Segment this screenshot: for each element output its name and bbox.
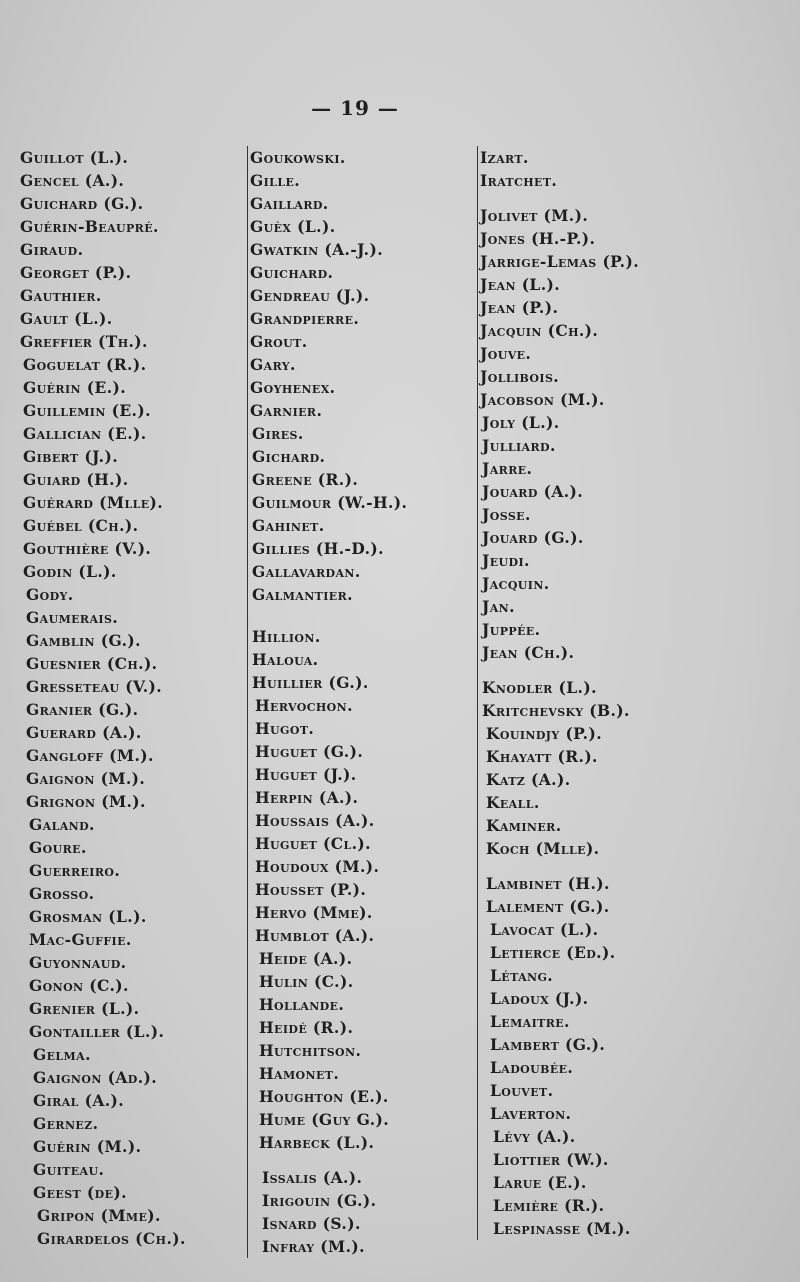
name-entry: Lespinasse (M.).	[493, 1219, 631, 1238]
name-entry: Guerard (A.).	[26, 723, 142, 742]
name-entry: Goguelat (R.).	[23, 355, 147, 374]
name-entry: Haloua.	[252, 650, 319, 669]
name-entry: Josse.	[482, 505, 531, 524]
name-entry: Gernez.	[33, 1114, 99, 1133]
name-entry: Geest (de).	[33, 1183, 127, 1202]
name-entry: Galmantier.	[252, 585, 353, 604]
name-entry: Joly (L.).	[482, 413, 560, 432]
name-entry: Grosso.	[29, 884, 95, 903]
name-entry: Gonon (C.).	[29, 976, 129, 995]
name-entry: Jollibois.	[480, 367, 560, 386]
name-entry: Jeudi.	[482, 551, 530, 570]
name-entry: Guillemin (E.).	[23, 401, 151, 420]
name-entry: Jean (Ch.).	[482, 643, 575, 662]
name-entry: Greene (R.).	[252, 470, 359, 489]
name-entry: Isnard (S.).	[262, 1214, 361, 1233]
name-entry: Kritchevsky (B.).	[482, 701, 630, 720]
name-entry: Guiteau.	[33, 1160, 105, 1179]
name-entry: Gody.	[26, 585, 74, 604]
name-entry: Gauthier.	[20, 286, 102, 305]
name-list-2	[250, 146, 407, 1258]
name-entry: Gresseteau (V.).	[26, 677, 163, 696]
name-entry: Granier (G.).	[26, 700, 139, 719]
name-entry: Houdoux (M.).	[255, 857, 380, 876]
name-entry: Lévy (A.).	[493, 1127, 576, 1146]
name-entry: Guerreiro.	[29, 861, 121, 880]
name-entry: Kouindjy (P.).	[486, 724, 602, 743]
name-entry: Guérin (M.).	[33, 1137, 142, 1156]
name-entry: Jones (H.-P.).	[480, 229, 596, 248]
name-entry: Gaumerais.	[26, 608, 119, 627]
name-entry: Humblot (A.).	[255, 926, 375, 945]
name-entry: Jacquin.	[482, 574, 550, 593]
page-number: — 19 —	[311, 96, 399, 120]
name-entry: Harbeck (L.).	[259, 1133, 375, 1152]
name-entry: Hamonet.	[259, 1064, 340, 1083]
name-entry: Letierce (Ed.).	[490, 943, 616, 962]
name-entry: Huguet (G.).	[255, 742, 364, 761]
name-entry: Guérard (Mlle).	[23, 493, 164, 512]
name-entry: Guillot (L.).	[20, 148, 129, 167]
name-entry: Greffier (Th.).	[20, 332, 148, 351]
name-entry: Grosman (L.).	[29, 907, 147, 926]
name-entry: Hutchitson.	[259, 1041, 362, 1060]
name-entry: Gille.	[250, 171, 301, 190]
name-entry: Hume (Guy G.).	[259, 1110, 390, 1129]
name-entry: Larue (E.).	[493, 1173, 587, 1192]
name-entry: Gallavardan.	[252, 562, 361, 581]
name-entry: Godin (L.).	[23, 562, 117, 581]
name-entry: Gichard.	[252, 447, 326, 466]
name-entry: Hillion.	[252, 627, 321, 646]
name-entry: Hollande.	[259, 995, 345, 1014]
name-entry: Houghton (E.).	[259, 1087, 389, 1106]
name-entry: Goure.	[29, 838, 87, 857]
name-entry: Gaignon (Ad.).	[33, 1068, 158, 1087]
name-entry: Girardelos (Ch.).	[37, 1229, 186, 1248]
name-entry: Heide (A.).	[259, 949, 353, 968]
name-entry: Jolivet (M.).	[480, 206, 589, 225]
name-entry: Huguet (Cl.).	[255, 834, 371, 853]
name-entry: Hulin (C.).	[259, 972, 354, 991]
name-entry: Grenier (L.).	[29, 999, 140, 1018]
name-entry: Guèx (L.).	[250, 217, 336, 236]
name-entry: Julliard.	[482, 436, 556, 455]
name-entry: Gouthière (V.).	[23, 539, 152, 558]
name-entry: Gibert (J.).	[23, 447, 118, 466]
name-entry: Louvet.	[490, 1081, 554, 1100]
name-entry: Gencel (A.).	[20, 171, 125, 190]
name-entry: Irigouin (G.).	[262, 1191, 377, 1210]
name-entry: Jarrige-Lemas (P.).	[480, 252, 639, 271]
name-entry: Lambert (G.).	[490, 1035, 606, 1054]
name-entry: Lalement (G.).	[486, 897, 610, 916]
name-entry: Létang.	[490, 966, 554, 985]
name-entry: Gahinet.	[252, 516, 325, 535]
name-entry: Issalis (A.).	[262, 1168, 363, 1187]
name-entry: Izart.	[480, 148, 529, 167]
name-entry: Laverton.	[490, 1104, 572, 1123]
name-entry: Heidé (R.).	[259, 1018, 354, 1037]
name-entry: Houssais (A.).	[255, 811, 375, 830]
name-entry: Khayatt (R.).	[486, 747, 598, 766]
name-entry: Gillies (H.-D.).	[252, 539, 384, 558]
name-entry: Hugot.	[255, 719, 315, 738]
name-entry: Gangloff (M.).	[26, 746, 154, 765]
name-entry: Guérin (E.).	[23, 378, 127, 397]
name-entry: Huillier (G.).	[252, 673, 369, 692]
name-entry: Jan.	[482, 597, 515, 616]
name-entry: Koch (Mlle).	[486, 839, 600, 858]
name-entry: Guichard (G.).	[20, 194, 144, 213]
name-entry: Guichard.	[250, 263, 334, 282]
name-entry: Guérin-Beaupré.	[20, 217, 159, 236]
name-entry: Ladoubée.	[490, 1058, 574, 1077]
name-entry: Herpin (A.).	[255, 788, 359, 807]
name-entry: Jean (L.).	[480, 275, 561, 294]
name-entry: Gripon (Mme).	[37, 1206, 161, 1225]
name-column-1	[20, 146, 186, 1250]
name-entry: Keall.	[486, 793, 540, 812]
name-entry: Gary.	[250, 355, 296, 374]
name-entry: Goyhenex.	[250, 378, 336, 397]
name-entry: Housset (P.).	[255, 880, 367, 899]
name-entry: Lambinet (H.).	[486, 874, 610, 893]
name-entry: Mac-Guffie.	[29, 930, 132, 949]
name-entry: Grandpierre.	[250, 309, 360, 328]
name-entry: Giraud.	[20, 240, 84, 259]
name-entry: Liottier (W.).	[493, 1150, 609, 1169]
name-list-3	[480, 146, 639, 1240]
name-entry: Katz (A.).	[486, 770, 571, 789]
name-entry: Guyonnaud.	[29, 953, 127, 972]
name-entry: Jacobson (M.).	[480, 390, 605, 409]
name-entry: Lemaitre.	[490, 1012, 570, 1031]
name-entry: Iratchet.	[480, 171, 558, 190]
name-entry: Grout.	[250, 332, 308, 351]
name-entry: Ladoux (J.).	[490, 989, 589, 1008]
name-entry: Georget (P.).	[20, 263, 132, 282]
name-entry: Gaillard.	[250, 194, 329, 213]
name-entry: Guilmour (W.-H.).	[252, 493, 408, 512]
name-entry: Juppée.	[482, 620, 541, 639]
name-entry: Hervochon.	[255, 696, 353, 715]
name-entry: Jarre.	[482, 459, 533, 478]
name-entry: Knodler (L.).	[482, 678, 597, 697]
name-list-1	[20, 146, 186, 1250]
name-entry: Infray (M.).	[262, 1237, 365, 1256]
name-entry: Guébel (Ch.).	[23, 516, 139, 535]
name-entry: Gwatkin (A.-J.).	[250, 240, 384, 259]
name-entry: Guiard (H.).	[23, 470, 129, 489]
name-entry: Huguet (J.).	[255, 765, 357, 784]
name-entry: Garnier.	[250, 401, 323, 420]
name-entry: Lemière (R.).	[493, 1196, 605, 1215]
name-entry: Giral (A.).	[33, 1091, 125, 1110]
name-column-2	[247, 146, 407, 1258]
name-entry: Jouve.	[480, 344, 532, 363]
name-entry: Gault (L.).	[20, 309, 113, 328]
name-entry: Lavocat (L.).	[490, 920, 599, 939]
name-column-3	[477, 146, 639, 1240]
name-entry: Jouard (G.).	[482, 528, 584, 547]
name-entry: Guesnier (Ch.).	[26, 654, 158, 673]
name-entry: Gires.	[252, 424, 304, 443]
name-entry: Jacquin (Ch.).	[480, 321, 599, 340]
name-entry: Galand.	[29, 815, 95, 834]
name-entry: Goukowski.	[250, 148, 346, 167]
name-entry: Jouard (A.).	[482, 482, 584, 501]
name-entry: Kaminer.	[486, 816, 562, 835]
name-entry: Grignon (M.).	[26, 792, 146, 811]
name-entry: Gontailler (L.).	[29, 1022, 165, 1041]
name-entry: Gaignon (M.).	[26, 769, 146, 788]
name-entry: Gelma.	[33, 1045, 91, 1064]
name-entry: Gamblin (G.).	[26, 631, 141, 650]
name-entry: Gallician (E.).	[23, 424, 147, 443]
name-entry: Gendreau (J.).	[250, 286, 370, 305]
name-entry: Jean (P.).	[480, 298, 559, 317]
name-entry: Hervo (Mme).	[255, 903, 373, 922]
